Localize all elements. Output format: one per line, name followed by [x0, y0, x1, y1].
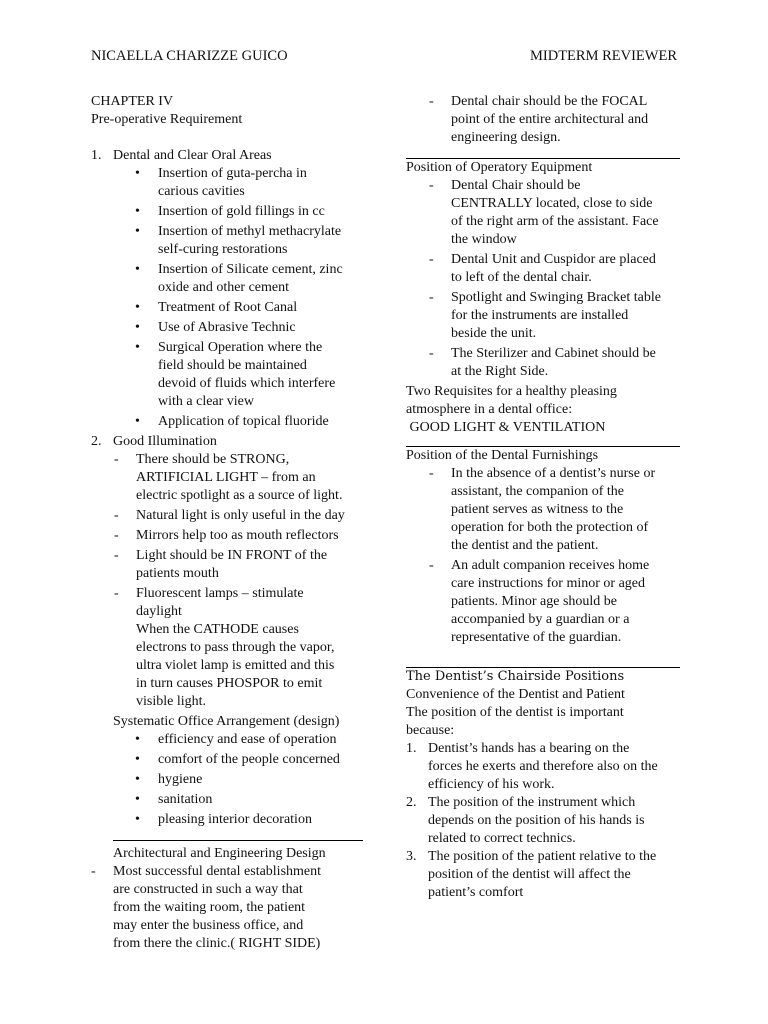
- text-line: Application of topical fluoride: [158, 414, 329, 429]
- furnishings-dash-list: [406, 465, 681, 647]
- dash-item: [406, 289, 681, 343]
- list-item-text: [451, 251, 681, 287]
- bullet-icon: •: [135, 812, 140, 827]
- list-number: 2.: [91, 434, 102, 449]
- list-item-text: [136, 507, 371, 525]
- bullet-item: [91, 811, 371, 829]
- text-line: may enter the business office, and: [113, 918, 304, 933]
- text-line: related to correct technics.: [428, 831, 576, 846]
- chairside-title: The Dentist’s Chairside Positions: [406, 669, 625, 684]
- dash-marker: -: [429, 346, 434, 361]
- text-line: The Sterilizer and Cabinet should be: [451, 346, 656, 361]
- text-line: electric spotlight as a source of light.: [136, 488, 343, 503]
- dash-item: [91, 527, 371, 545]
- bullet-icon: •: [135, 300, 140, 315]
- list-item-text: [158, 203, 371, 221]
- list-item-text: [136, 585, 371, 711]
- text-line: assistant, the companion of the: [451, 484, 625, 499]
- text-line: patient serves as witness to the: [451, 502, 624, 517]
- dash-item: [406, 251, 681, 287]
- text-line: Dental chair should be the FOCAL: [451, 94, 648, 109]
- list-item-text: [158, 339, 371, 411]
- text-line: of the right arm of the assistant. Face: [451, 214, 659, 229]
- text-line: Light should be IN FRONT of the: [136, 548, 328, 563]
- dash-marker: -: [114, 452, 119, 467]
- list-item-text: [428, 740, 681, 794]
- list-item-text: [136, 547, 371, 583]
- text-line: Treatment of Root Canal: [158, 300, 298, 315]
- numbered-item: [406, 740, 681, 794]
- chairside-subtitle: Convenience of the Dentist and Patient: [406, 687, 625, 702]
- text-line: sanitation: [158, 792, 213, 807]
- bullet-icon: •: [135, 262, 140, 277]
- dash-item: [91, 547, 371, 583]
- text-line: electrons to pass through the vapor,: [136, 640, 335, 655]
- list-item-text: [113, 863, 371, 953]
- architectural-dash-list: [91, 863, 371, 953]
- text-line: patients mouth: [136, 566, 219, 581]
- dash-item: [406, 345, 681, 381]
- text-line: representative of the guardian.: [451, 630, 622, 645]
- text-line: beside the unit.: [451, 326, 537, 341]
- list-item-text: [428, 848, 681, 902]
- bullet-item: [91, 413, 371, 431]
- bullet-icon: •: [135, 320, 140, 335]
- right-column: [406, 93, 681, 902]
- text-line: In the absence of a dentist’s nurse or: [451, 466, 656, 481]
- list-item-text: [158, 791, 371, 809]
- text-line: The position of the instrument which: [428, 795, 636, 810]
- bullet-icon: •: [135, 752, 140, 767]
- chairside-numbered-list: [406, 740, 681, 902]
- dash-item: [406, 177, 681, 249]
- bullet-item: [91, 165, 371, 201]
- text-line: ARTIFICIAL LIGHT – from an: [136, 470, 316, 485]
- list-item-text: [158, 319, 371, 337]
- dash-item: [406, 465, 681, 555]
- list-number: 2.: [406, 795, 417, 810]
- architectural-title-row: [91, 845, 371, 863]
- text-line: Insertion of methyl methacrylate: [158, 224, 342, 239]
- text-line: the window: [451, 232, 517, 247]
- bullet-icon: •: [135, 340, 140, 355]
- list-item-text: [451, 289, 681, 343]
- text-line: devoid of fluids which interfere: [158, 376, 336, 391]
- text-line: Mirrors help too as mouth reflectors: [136, 528, 339, 543]
- dash-item: [91, 507, 371, 525]
- list-item-1: [91, 147, 371, 165]
- text-line: Dental Chair should be: [451, 178, 581, 193]
- list-number: 3.: [406, 849, 417, 864]
- text-line: operation for both the protection of: [451, 520, 649, 535]
- requisites-line-1: Two Requisites for a healthy pleasing: [406, 384, 617, 399]
- dash-marker: -: [114, 548, 119, 563]
- dash-marker: -: [114, 508, 119, 523]
- item2-dash-list: [91, 451, 371, 711]
- text-line: forces he exerts and therefore also on the: [428, 759, 658, 774]
- dash-item: [91, 585, 371, 711]
- text-line: position of the dentist will affect the: [428, 867, 631, 882]
- text-line: carious cavities: [158, 184, 245, 199]
- requisites-line-2: atmosphere in a dental office:: [406, 402, 573, 417]
- text-line: efficiency of his work.: [428, 777, 555, 792]
- chairside-intro-1: The position of the dentist is important: [406, 705, 624, 720]
- text-line: patient’s comfort: [428, 885, 524, 900]
- list-item-2: [91, 433, 371, 451]
- text-line: self-curing restorations: [158, 242, 288, 257]
- list-item-text: [451, 345, 681, 381]
- bullet-icon: •: [135, 166, 140, 181]
- bullet-item: [91, 223, 371, 259]
- furnishings-title: Position of the Dental Furnishings: [406, 448, 599, 463]
- dash-marker: -: [429, 466, 434, 481]
- list-item-text: [158, 751, 371, 769]
- dash-marker: -: [429, 178, 434, 193]
- section-divider: [113, 840, 363, 841]
- bullet-icon: •: [135, 224, 140, 239]
- list-item-text: [451, 465, 681, 555]
- text-line: visible light.: [136, 694, 206, 709]
- left-column: [91, 93, 371, 955]
- list-item-text: [451, 93, 681, 147]
- text-line: The position of the patient relative to the: [428, 849, 657, 864]
- dash-marker: -: [429, 558, 434, 573]
- list-item-text: [158, 731, 371, 749]
- bullet-item: [91, 791, 371, 809]
- text-line: pleasing interior decoration: [158, 812, 312, 827]
- text-line: Fluorescent lamps – stimulate: [136, 586, 304, 601]
- list-item-text: [451, 177, 681, 249]
- chapter-subtitle: Pre-operative Requirement: [91, 112, 243, 127]
- chairside-intro-2: because:: [406, 723, 455, 738]
- bullet-item: [91, 319, 371, 337]
- list-item-text: [136, 527, 371, 545]
- bullet-item: [91, 751, 371, 769]
- text-line: daylight: [136, 604, 182, 619]
- dash-marker: -: [429, 94, 434, 109]
- text-line: hygiene: [158, 772, 203, 787]
- dash-item: [91, 863, 371, 953]
- bullet-icon: •: [135, 414, 140, 429]
- bullet-item: [91, 339, 371, 411]
- dash-marker: -: [114, 528, 119, 543]
- text-line: from there the clinic.( RIGHT SIDE): [113, 936, 321, 951]
- text-line: Natural light is only useful in the day: [136, 508, 345, 523]
- dash-marker: -: [429, 252, 434, 267]
- text-line: depends on the position of his hands is: [428, 813, 645, 828]
- bullet-icon: •: [135, 732, 140, 747]
- text-line: accompanied by a guardian or a: [451, 612, 630, 627]
- header-author: NICAELLA CHARIZZE GUICO: [91, 48, 288, 64]
- operatory-dash-list: [406, 177, 681, 381]
- text-line: Spotlight and Swinging Bracket table: [451, 290, 661, 305]
- text-line: to left of the dental chair.: [451, 270, 592, 285]
- text-line: Most successful dental establishment: [113, 864, 322, 879]
- bullet-icon: •: [135, 792, 140, 807]
- text-line: the dentist and the patient.: [451, 538, 599, 553]
- list-item-text: [136, 451, 371, 505]
- text-line: Insertion of Silicate cement, zinc: [158, 262, 343, 277]
- systematic-title: Systematic Office Arrangement (design): [113, 714, 340, 729]
- systematic-title-row: [91, 713, 371, 731]
- operatory-title: Position of Operatory Equipment: [406, 160, 593, 175]
- text-line: are constructed in such a way that: [113, 882, 303, 897]
- text-line: An adult companion receives home: [451, 558, 650, 573]
- list-item-text: [158, 771, 371, 789]
- numbered-item: [406, 848, 681, 902]
- list-item-text: [428, 794, 681, 848]
- text-line: efficiency and ease of operation: [158, 732, 337, 747]
- bullet-icon: •: [135, 772, 140, 787]
- list-item-text: [158, 165, 371, 201]
- dash-marker: -: [429, 290, 434, 305]
- dash-item: [91, 451, 371, 505]
- text-line: point of the entire architectural and: [451, 112, 649, 127]
- bullet-item: [91, 731, 371, 749]
- dash-item: [406, 557, 681, 647]
- text-line: There should be STRONG,: [136, 452, 290, 467]
- bullet-item: [91, 203, 371, 221]
- systematic-bullet-list: [91, 731, 371, 829]
- text-line: at the Right Side.: [451, 364, 549, 379]
- list-item-title: Good Illumination: [113, 434, 217, 449]
- bullet-item: [91, 771, 371, 789]
- text-line: Insertion of gold fillings in cc: [158, 204, 325, 219]
- list-item-text: [158, 413, 371, 431]
- text-line: Surgical Operation where the: [158, 340, 323, 355]
- list-item-text: [451, 557, 681, 647]
- text-line: for the instruments are installed: [451, 308, 629, 323]
- text-line: comfort of the people concerned: [158, 752, 340, 767]
- text-line: with a clear view: [158, 394, 255, 409]
- text-line: Insertion of guta-percha in: [158, 166, 307, 181]
- chapter-heading: CHAPTER IV: [91, 94, 174, 109]
- list-item-title: Dental and Clear Oral Areas: [113, 148, 272, 163]
- requisites-answer: GOOD LIGHT & VENTILATION: [406, 420, 606, 435]
- list-number: 1.: [91, 148, 102, 163]
- architectural-title: Architectural and Engineering Design: [113, 846, 326, 861]
- text-line: from the waiting room, the patient: [113, 900, 306, 915]
- list-number: 1.: [406, 741, 417, 756]
- text-line: patients. Minor age should be: [451, 594, 618, 609]
- text-line: Use of Abrasive Technic: [158, 320, 296, 335]
- text-line: engineering design.: [451, 130, 561, 145]
- text-line: Dental Unit and Cuspidor are placed: [451, 252, 656, 267]
- bullet-item: [91, 261, 371, 297]
- bullet-item: [91, 299, 371, 317]
- text-line: ultra violet lamp is emitted and this: [136, 658, 335, 673]
- bullet-icon: •: [135, 204, 140, 219]
- dash-marker: -: [91, 864, 96, 879]
- focal-dash-item: [406, 93, 681, 147]
- list-item-text: [158, 299, 371, 317]
- dash-item: [406, 93, 681, 147]
- numbered-item: [406, 794, 681, 848]
- text-line: oxide and other cement: [158, 280, 290, 295]
- list-item-text: [158, 223, 371, 259]
- text-line: in turn causes PHOSPOR to emit: [136, 676, 323, 691]
- list-item-text: [158, 261, 371, 297]
- text-line: CENTRALLY located, close to side: [451, 196, 653, 211]
- text-line: Dentist’s hands has a bearing on the: [428, 741, 630, 756]
- text-line: field should be maintained: [158, 358, 307, 373]
- text-line: care instructions for minor or aged: [451, 576, 645, 591]
- item1-bullet-list: [91, 165, 371, 431]
- list-item-text: [158, 811, 371, 829]
- header-title: MIDTERM REVIEWER: [530, 48, 677, 64]
- text-line: When the CATHODE causes: [136, 622, 299, 637]
- dash-marker: -: [114, 586, 119, 601]
